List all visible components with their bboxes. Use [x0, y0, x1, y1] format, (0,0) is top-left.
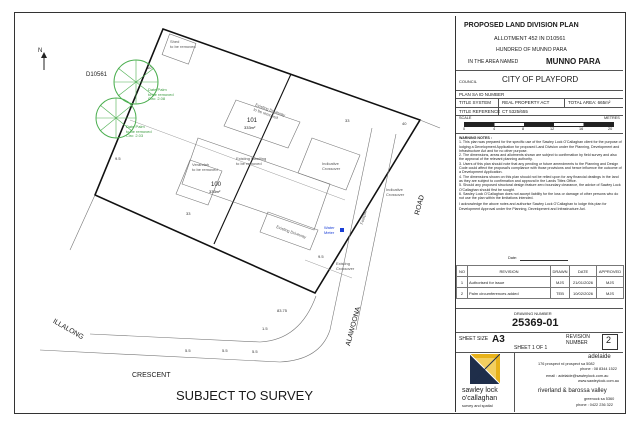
- plan-title: PROPOSED LAND DIVISION PLAN: [464, 22, 579, 29]
- verandah-label: Verandah to be removed: [192, 162, 218, 172]
- revision-desc: Authorised for issue: [468, 277, 551, 288]
- date-palm-1-label: Date Palm to be removed Circ: 2.08: [148, 87, 174, 102]
- indicative-crossover-label-1: Indicative Crossover: [322, 161, 341, 171]
- adelaide-office-line: 176 prospect rd prospect sa 5082: [538, 362, 595, 366]
- title-system-value: REAL PROPERTY ACT: [502, 100, 550, 105]
- street-name-illalong: ILLALONG: [51, 318, 85, 342]
- scale-tick: 8: [522, 127, 525, 131]
- revision-header: DRAWN: [551, 266, 570, 277]
- warning-note: 6. Sawley Lock O'Callaghan does not accept liability for the loss or damage of other persons who do not use the plan within the limitations intended.: [459, 191, 619, 201]
- adelaide-office-title: adelaide: [588, 354, 611, 360]
- warning-note: 4. The dimensions shown on this plan should not be relied upon for any financial dealings in the land as they are subject to confirmation and approval in the Lands Titles Office.: [459, 174, 619, 183]
- date-palm-2-label: Date Palm to be removed Circ: 2.03: [126, 124, 152, 139]
- dimension-label: 5.5: [222, 348, 228, 353]
- warning-notes-title: WARNING NOTES :: [459, 136, 492, 140]
- date-signature-line: [520, 260, 568, 261]
- date-label: Date:: [508, 256, 518, 260]
- company-logo: [458, 354, 512, 410]
- revision-drawn: TEB: [551, 288, 570, 299]
- warning-notes: [459, 136, 622, 211]
- table-row: [457, 277, 624, 288]
- warning-note: 5. Should any proposed structural design feature zero boundary clearance, the advice of Sawley Lock O'Callaghan should first be sought.: [459, 183, 621, 192]
- riverland-office-title: riverland & barossa valley: [538, 388, 607, 394]
- acknowledgement: I acknowledge the above notes and authorise Sawley Lock O'Callaghan to lodge this plan for Development Approval under the Planning, Development and Infrastructure Act.: [459, 202, 607, 211]
- dimension-label: 5.5: [185, 348, 191, 353]
- revision-desc: Palm circumferences added: [468, 288, 551, 299]
- lot-101-area: 333m²: [244, 125, 256, 130]
- parcel-label: D10561: [86, 72, 108, 78]
- revision-approved: MJS: [597, 277, 624, 288]
- revision-header-row: [457, 266, 624, 277]
- scale-tick: 0: [463, 127, 466, 131]
- riverland-office-line: phone : 0422 236 322: [576, 403, 613, 407]
- adelaide-office-line: phone : 08 8344 1522: [580, 367, 617, 371]
- title-reference-value: CT 5325/655: [502, 109, 528, 114]
- scale-tick: 16: [579, 127, 584, 131]
- dimension-label: 10: [147, 65, 152, 70]
- north-label: N: [38, 48, 43, 54]
- company-name-line: o'callaghan: [462, 395, 498, 402]
- allotment-text: ALLOTMENT 452 IN D10561: [494, 36, 566, 42]
- north-arrow-icon: [41, 52, 47, 70]
- dimension-label: 5.5: [252, 349, 258, 354]
- revision-no: 1: [457, 277, 468, 288]
- council-name: CITY OF PLAYFORD: [502, 75, 579, 84]
- drawing-number-label: DRAWING NUMBER: [514, 311, 552, 316]
- revision-table: [456, 265, 624, 299]
- road-name-road: ROAD: [414, 194, 426, 216]
- revision-no: 2: [457, 288, 468, 299]
- water-meter-label: Water Meter: [324, 225, 335, 235]
- lot-100-area: 333m²: [209, 189, 221, 194]
- dimension-label: 9.5: [318, 254, 324, 259]
- company-name-line: sawley lock: [462, 387, 498, 394]
- title-reference-label: TITLE REFERENCE: [459, 109, 501, 114]
- revision-drawn: MJS: [551, 277, 570, 288]
- lot-100-number: 100: [211, 182, 222, 188]
- dimension-label: 33: [186, 211, 191, 216]
- existing-driveway-label: Existing Driveway: [275, 224, 308, 240]
- scale-label: SCALE: [459, 116, 472, 120]
- title-system-label: TITLE SYSTEM: [459, 100, 492, 105]
- revision-number: 2: [606, 335, 612, 345]
- drawing-number: 25369-01: [512, 317, 559, 329]
- existing-crossover-label: Existing Crossover: [336, 261, 355, 271]
- dimension-label: 40: [402, 121, 407, 126]
- total-area: TOTAL AREA: 665m²: [568, 100, 611, 105]
- revision-number-label: REVISION NUMBER: [566, 334, 590, 346]
- revision-header: NO: [457, 266, 468, 277]
- scale-tick: 4: [493, 127, 496, 131]
- scale-tick: 12: [550, 127, 555, 131]
- revision-approved: MJS: [597, 288, 624, 299]
- scale-tick: 20: [608, 127, 613, 131]
- area-named: MUNNO PARA: [546, 57, 601, 66]
- shed-label: Shed to be removed: [170, 39, 196, 49]
- scale-bar: [464, 122, 614, 127]
- revision-header: APPROVED: [597, 266, 624, 277]
- plan-sa-id-label: PLAN SA ID NUMBER: [459, 92, 505, 97]
- sheet-size-label: SHEET SIZE: [459, 336, 489, 342]
- adelaide-office-line: email : adelaide@sawleylock.com.au: [546, 374, 609, 378]
- dimension-label: 83.75: [277, 308, 288, 313]
- warning-note: 2. The dimensions, areas and allotments shown are subject to confirmation by field survey and also the approval of the relevant planning authority.: [459, 153, 617, 162]
- council-label: COUNCIL: [459, 79, 478, 84]
- dimension-label: 33: [345, 118, 350, 123]
- road-name-alawoona: ALAWOONA: [345, 306, 363, 347]
- lot-101-number: 101: [247, 118, 258, 124]
- metres-label: METRES: [604, 116, 620, 120]
- dimension-label: 9.5: [115, 156, 121, 161]
- warning-note: 1. This plan was prepared for the specific use of the Sawley Lock O'Callaghan client for the purpose of lodging a Development Application for proposed Land Division under the Planning, Development and Infrastructure Act and for no other purpose.: [459, 140, 622, 153]
- street-name-crescent: CRESCENT: [132, 372, 171, 379]
- revision-date: 10/02/2026: [570, 288, 597, 299]
- revision-header: REVISION: [468, 266, 551, 277]
- dimension-label: 1.5: [262, 326, 268, 331]
- hundred-text: HUNDRED OF MUNNO PARA: [496, 47, 567, 53]
- indicative-crossover-label-2: Indicative Crossover: [386, 187, 405, 197]
- adelaide-office-line: www.sawleylock.com.au: [578, 379, 619, 383]
- sawley-lock-logo-icon: [470, 354, 500, 384]
- sheet-size: A3: [492, 334, 505, 345]
- revision-header: DATE: [570, 266, 597, 277]
- table-row: [457, 288, 624, 299]
- revision-date: 21/01/2026: [570, 277, 597, 288]
- footpath-label: Footpath: [359, 208, 368, 226]
- driveway-remove-label: Existing Driveway to be removed: [253, 102, 287, 120]
- company-tagline: survey and spatial: [462, 404, 493, 408]
- riverland-office-line: greenock sa 5360: [584, 397, 615, 401]
- warning-note: 3. Users of this plan should note that any pending or future amendments to the Planning and Design Code could affect the proposal's compliance with those provisions and hence influence the outcome of a Development Application.: [459, 161, 622, 175]
- sheet-of: SHEET 1 OF 1: [514, 345, 548, 351]
- title-block: [455, 16, 623, 412]
- subject-to-survey-note: SUBJECT TO SURVEY: [176, 388, 314, 403]
- dwelling-label: Existing Dwelling to be removed: [236, 156, 267, 166]
- water-meter-icon: [340, 228, 344, 232]
- area-named-prefix: IN THE AREA NAMED: [468, 59, 519, 65]
